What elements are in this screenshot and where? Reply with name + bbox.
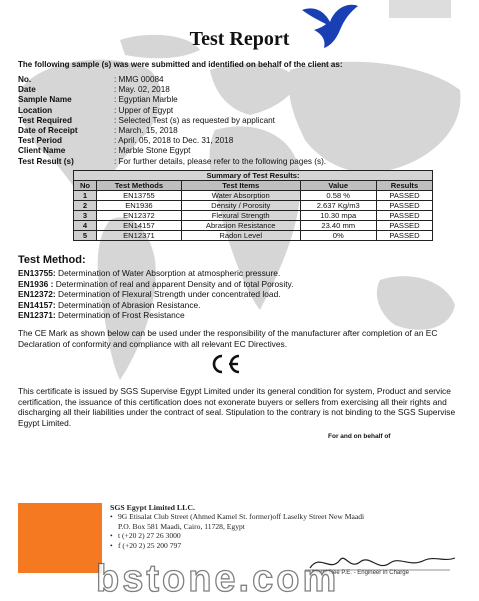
column-header: Results	[376, 181, 432, 191]
method-text: Determination of Frost Resistance	[55, 310, 185, 321]
column-header: Test Items	[181, 181, 300, 191]
value-cell: 0%	[300, 231, 376, 241]
info-label: Date of Receipt	[18, 126, 78, 136]
watermark-text: bstone.com	[96, 558, 340, 600]
value-cell: 23.40 mm	[300, 221, 376, 231]
test-method-cell: EN12371	[97, 231, 182, 241]
column-header: No	[74, 181, 97, 191]
method-item	[18, 279, 293, 290]
test-item-cell: Water Absorption	[181, 191, 300, 201]
table-row	[74, 211, 433, 221]
test-item-cell: Radon Level	[181, 231, 300, 241]
info-label: Test Required	[18, 115, 72, 125]
result-cell: PASSED	[376, 211, 432, 221]
method-code: EN1936 :	[18, 278, 54, 289]
bullet-icon: •	[110, 540, 113, 550]
result-cell: PASSED	[376, 191, 432, 201]
method-item	[18, 289, 293, 300]
test-method-cell: EN12372	[97, 211, 182, 221]
test-method-cell: EN1936	[97, 201, 182, 211]
info-label: Sample Name	[18, 95, 72, 105]
info-value: : Upper of Egypt	[114, 105, 174, 115]
info-value: : Marble Stone Egypt	[114, 146, 191, 156]
info-row	[18, 75, 326, 85]
method-code: EN13755:	[18, 268, 56, 278]
info-label: Test Result (s)	[18, 156, 74, 166]
result-cell: PASSED	[376, 221, 432, 231]
info-label: Test Period	[18, 136, 62, 146]
test-method-cell: EN14157	[97, 221, 182, 231]
info-value: : MMG 00084	[114, 75, 164, 84]
table-row	[74, 231, 433, 241]
bullet-icon: •	[110, 512, 113, 522]
orange-brand-block	[18, 503, 102, 573]
method-text: Determination of real and apparent Density and of total Porosity.	[53, 278, 294, 289]
signer-caption: Merril Dee P.E. - Engineer in Charge	[312, 570, 409, 576]
method-item	[18, 310, 293, 321]
method-item	[18, 300, 293, 311]
info-value: : May. 02, 2018	[114, 85, 170, 95]
row-number: 1	[74, 191, 97, 201]
company-block	[110, 503, 364, 550]
info-row	[18, 126, 326, 136]
info-value: : For further details, please refer to the following pages (s).	[114, 156, 327, 166]
test-method-heading: Test Method:	[18, 254, 86, 266]
row-number: 3	[74, 211, 97, 221]
ce-mark-icon	[207, 352, 243, 376]
test-method-cell: EN13755	[97, 191, 182, 201]
method-code: EN12371:	[18, 310, 56, 321]
bullet-icon: •	[110, 531, 113, 541]
summary-table	[73, 170, 433, 241]
column-header: Test Methods	[97, 181, 182, 191]
document-title: Test Report	[189, 28, 290, 50]
info-value: : March. 15, 2018	[114, 126, 178, 136]
method-code: EN14157:	[18, 299, 56, 310]
summary-caption: Summary of Test Results:	[74, 171, 433, 181]
table-row	[74, 221, 433, 231]
method-text: Determination of Flexural Strength under concentrated load.	[55, 289, 281, 300]
info-row	[18, 116, 326, 126]
certificate-paragraph: This certificate is issued by SGS Supervise Egypt Limited under its general condition for system, Product and service certification, the issuance of this certification does not exonerate buyers or sellers from exercising all their rights and discharging all their liabilities under the contract of seal. Stipulation to the contrary is not binding to the SGS Supervise Egypt Limited.	[18, 386, 456, 428]
sample-info	[18, 75, 326, 167]
ce-paragraph: The CE Mark as shown below can be used under the responsibility of the manufacturer after completion of an EC Declaration of conformity and compliance with all relevant EC Directives.	[18, 328, 438, 349]
method-code: EN12372:	[18, 289, 56, 300]
info-row	[18, 136, 326, 146]
address-line: • 9G Etisalat Club Street (Ahmed Kamel St. former)off Laselky Street New Maadi	[110, 512, 365, 522]
value-cell: 10.30 mpa	[300, 211, 376, 221]
phone-line: • t (+20 2) 27 26 3000	[110, 531, 181, 541]
method-text: Determination of Water Absorption at atmospheric pressure.	[55, 268, 281, 278]
result-cell: PASSED	[376, 231, 432, 241]
info-label: Location	[18, 105, 53, 115]
table-row	[74, 191, 433, 201]
column-header: Value	[300, 181, 376, 191]
method-item	[18, 268, 293, 279]
result-cell: PASSED	[376, 201, 432, 211]
info-row	[18, 146, 326, 156]
row-number: 2	[74, 201, 97, 211]
row-number: 4	[74, 221, 97, 231]
test-method-list	[18, 268, 293, 321]
info-row	[18, 157, 326, 167]
info-row	[18, 85, 326, 95]
info-label: Client Name	[18, 146, 66, 156]
fax-line: • f (+20 2) 25 200 797	[110, 540, 182, 550]
value-cell: 0.58 %	[300, 191, 376, 201]
on-behalf-label: For and on behalf of	[328, 433, 391, 440]
info-value: : Egyptian Marble	[114, 95, 178, 105]
info-value: : Selected Test (s) as requested by applicant	[114, 115, 275, 125]
row-number: 5	[74, 231, 97, 241]
info-label: No.	[18, 75, 32, 84]
sgs-logo: SGS	[380, 0, 460, 20]
intro-text: The following sample (s) was were submitted and identified on behalf of the client as:	[18, 60, 343, 69]
method-text: Determination of Abrasion Resistance.	[55, 299, 201, 310]
info-row	[18, 106, 326, 116]
table-row	[74, 201, 433, 211]
test-item-cell: Flexural Strength	[181, 211, 300, 221]
test-item-cell: Abrasion Resistance	[181, 221, 300, 231]
company-name: SGS Egypt Limited LLC.	[110, 503, 195, 512]
address-line: P.O. Box 581 Maadi, Cairo, 11728, Egypt	[118, 521, 245, 531]
info-value: : April. 05, 2018 to Dec. 31, 2018	[114, 136, 234, 146]
test-item-cell: Density / Porosity	[181, 201, 300, 211]
value-cell: 2.637 Kg/m3	[300, 201, 376, 211]
info-row	[18, 95, 326, 105]
info-label: Date	[18, 85, 36, 95]
